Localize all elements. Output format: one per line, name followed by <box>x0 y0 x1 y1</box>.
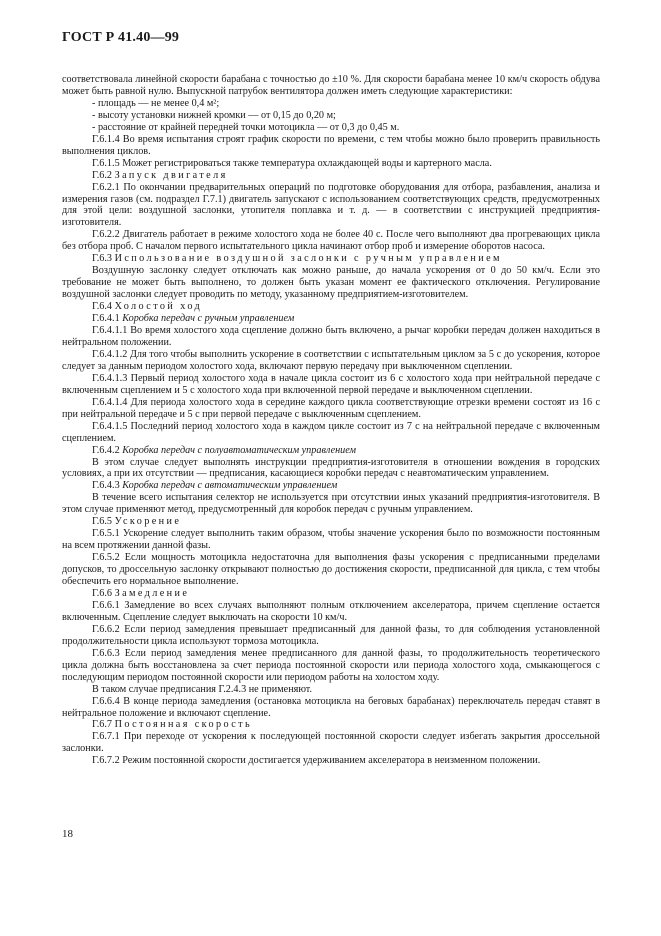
paragraph: Г.6.4.1.1 Во время холостого хода сцепление должно быть включено, а рычаг коробки передач должен находиться в нейтральном положении. <box>62 325 600 348</box>
section-title: Замедление <box>114 587 190 599</box>
paragraph: соответствовала линейной скорости барабана с точностью до ±10 %. Для скорости барабана менее 10 км/ч скорость обдува может быть равной нулю. Выпускной патрубок вентилятора должен иметь следующие характеристики: <box>62 74 600 97</box>
subsection-title: Коробка передач с полуавтоматическим управлением <box>122 444 357 456</box>
section-heading <box>62 170 600 182</box>
paragraph: Г.6.1.4 Во время испытания строят график скорости по времени, с тем чтобы можно было проверить правильность выполнения циклов. <box>62 133 600 157</box>
section-heading <box>62 588 600 600</box>
paragraph: Г.6.6.4 В конце периода замедления (остановка мотоцикла на беговых барабанах) переключатель передач ставят в нейтральное положение и включают сцепление. <box>62 695 600 719</box>
section-number: Г.6.3 <box>92 253 115 265</box>
paragraph: Г.6.5.2 Если мощность мотоцикла недостаточна для выполнения фазы ускорения с предписанными пределами допусков, то дроссельную заслонку открывают полностью до достижения скорости, предписанной для цикла, с тем чтобы обеспечить его нормальное выполнение. <box>62 552 600 588</box>
paragraph: Г.6.7.1 При переходе от ускорения к последующей постоянной скорости следует избегать закрытия дроссельной заслонки. <box>62 731 600 755</box>
subsection-number: Г.6.4.1 <box>92 313 123 325</box>
paragraph: В таком случае предписания Г.2.4.3 не применяют. <box>92 683 313 695</box>
section-number: Г.6.4 <box>92 301 115 313</box>
list-item: - расстояние от крайней передней точки мотоцикла — от 0,3 до 0,45 м. <box>92 121 400 133</box>
paragraph: В течение всего испытания селектор не используется при отсутствии иных указаний предприятия-изготовителя. В этом случае применяют метод, предусмотренный для коробок передач с ручным управлением. <box>62 492 600 516</box>
section-heading <box>62 516 600 528</box>
paragraph: Г.6.1.5 Может регистрироваться также температура охлаждающей воды и картерного масла. <box>92 157 492 169</box>
document-code-header: ГОСТ Р 41.40—99 <box>62 30 180 45</box>
paragraph: Г.6.4.1.4 Для периода холостого хода в середине каждого цикла соответствующие отрезки времени состоят из 16 с при нейтральной передаче и 5 с при первой передаче с выключенным сцеплением. <box>62 396 600 420</box>
subsection-title: Коробка передач с ручным управлением <box>122 313 295 325</box>
section-title: Запуск двигателя <box>114 169 228 181</box>
paragraph: Г.6.4.1.5 Последний период холостого хода в каждом цикле состоит из 7 с на нейтральной передаче с включенным сцеплением. <box>62 420 600 444</box>
section-title: Холостой ход <box>114 301 203 313</box>
subsection-heading <box>62 313 600 325</box>
page-number: 18 <box>62 828 73 840</box>
list-item: - площадь — не менее 0,4 м²; <box>92 97 220 109</box>
section-number: Г.6.5 <box>92 516 115 528</box>
paragraph: В этом случае следует выполнять инструкции предприятия-изготовителя в отношении вождения в городских условиях, а при их отсутствии — предписания, касающиеся коробки передач с неавтоматическим управлением. <box>62 456 600 480</box>
list-item: - высоту установки нижней кромки — от 0,15 до 0,20 м; <box>92 109 336 121</box>
paragraph: Г.6.5.1 Ускорение следует выполнить таким образом, чтобы значение ускорения было по возможности постоянным на всем протяжении данной фазы. <box>62 528 600 552</box>
paragraph: Г.6.7.2 Режим постоянной скорости достигается удерживанием акселератора в неизменном положении. <box>92 755 541 767</box>
paragraph: Г.6.4.1.2 Для того чтобы выполнить ускорение в соответствии с испытательным циклом за 5 с до ускорения, которое следует за данным периодом холостого хода, включают первую передачу при выключенном сцеплении. <box>62 348 600 372</box>
paragraph: Г.6.6.2 Если период замедления превышает предписанный для данной фазы, то для соблюдения установленной продолжительности цикла используют тормоза мотоцикла. <box>62 623 600 647</box>
section-number: Г.6.7 <box>92 719 115 731</box>
section-number: Г.6.2 <box>92 169 115 181</box>
subsection-heading <box>62 480 600 492</box>
subsection-title: Коробка передач с автоматическим управлением <box>122 480 338 492</box>
section-title: Использование воздушной заслонки с ручным управлением <box>114 253 502 265</box>
paragraph: Г.6.6.1 Замедление во всех случаях выполняют полным отключением акселератора, причем сцепление остается включенным. Сцепление следует выключать на скорости 10 км/ч. <box>62 599 600 623</box>
section-title: Постоянная скорость <box>114 719 253 731</box>
paragraph: Г.6.2.1 По окончании предварительных операций по подготовке оборудования для отбора, разбавления, анализа и измерения газов (см. подраздел Г.7.1) двигатель запускают с использованием соответствующих средств, предусмотренных для этой цели: воздушной заслонки, утопителя поплавка и т. д. — в соответствии с инструкцией предприятия-изготовителя. <box>62 181 600 229</box>
paragraph: Г.6.6.3 Если период замедления менее предписанного для данной фазы, то продолжительность теоретического цикла должна быть восстановлена за счет периода постоянной скорости или периода холостого хода, смыкающегося с последующим периодом постоянной скорости или периодом работы на холостом ходу. <box>62 647 600 683</box>
subsection-number: Г.6.4.2 <box>92 444 123 456</box>
section-heading <box>62 301 600 313</box>
section-heading <box>62 253 600 265</box>
document-body <box>62 74 600 767</box>
subsection-number: Г.6.4.3 <box>92 480 123 492</box>
subsection-heading <box>62 445 600 457</box>
paragraph: Г.6.4.1.3 Первый период холостого хода в начале цикла состоит из 6 с холостого хода при нейтральной передаче с включенным сцеплением и 5 с холостого хода при включенной первой передаче и выключенном сцеплении. <box>62 372 600 396</box>
paragraph: Г.6.2.2 Двигатель работает в режиме холостого хода не более 40 с. После чего выполняют два прогревающих цикла без отбора проб. С началом первого испытательного цикла начинают отбор проб и измерение оборотов насоса. <box>62 229 600 253</box>
section-number: Г.6.6 <box>92 587 115 599</box>
section-heading <box>62 719 600 731</box>
paragraph: Воздушную заслонку следует отключать как можно раньше, до начала ускорения от 0 до 50 км/ч. Если это требование не может быть выполнено, то должен быть указан момент ее фактического отключения. Регулирование воздушной заслонки следует проводить по методу, указанному предприятием-изготовителем. <box>62 265 600 301</box>
section-title: Ускорение <box>114 516 182 528</box>
